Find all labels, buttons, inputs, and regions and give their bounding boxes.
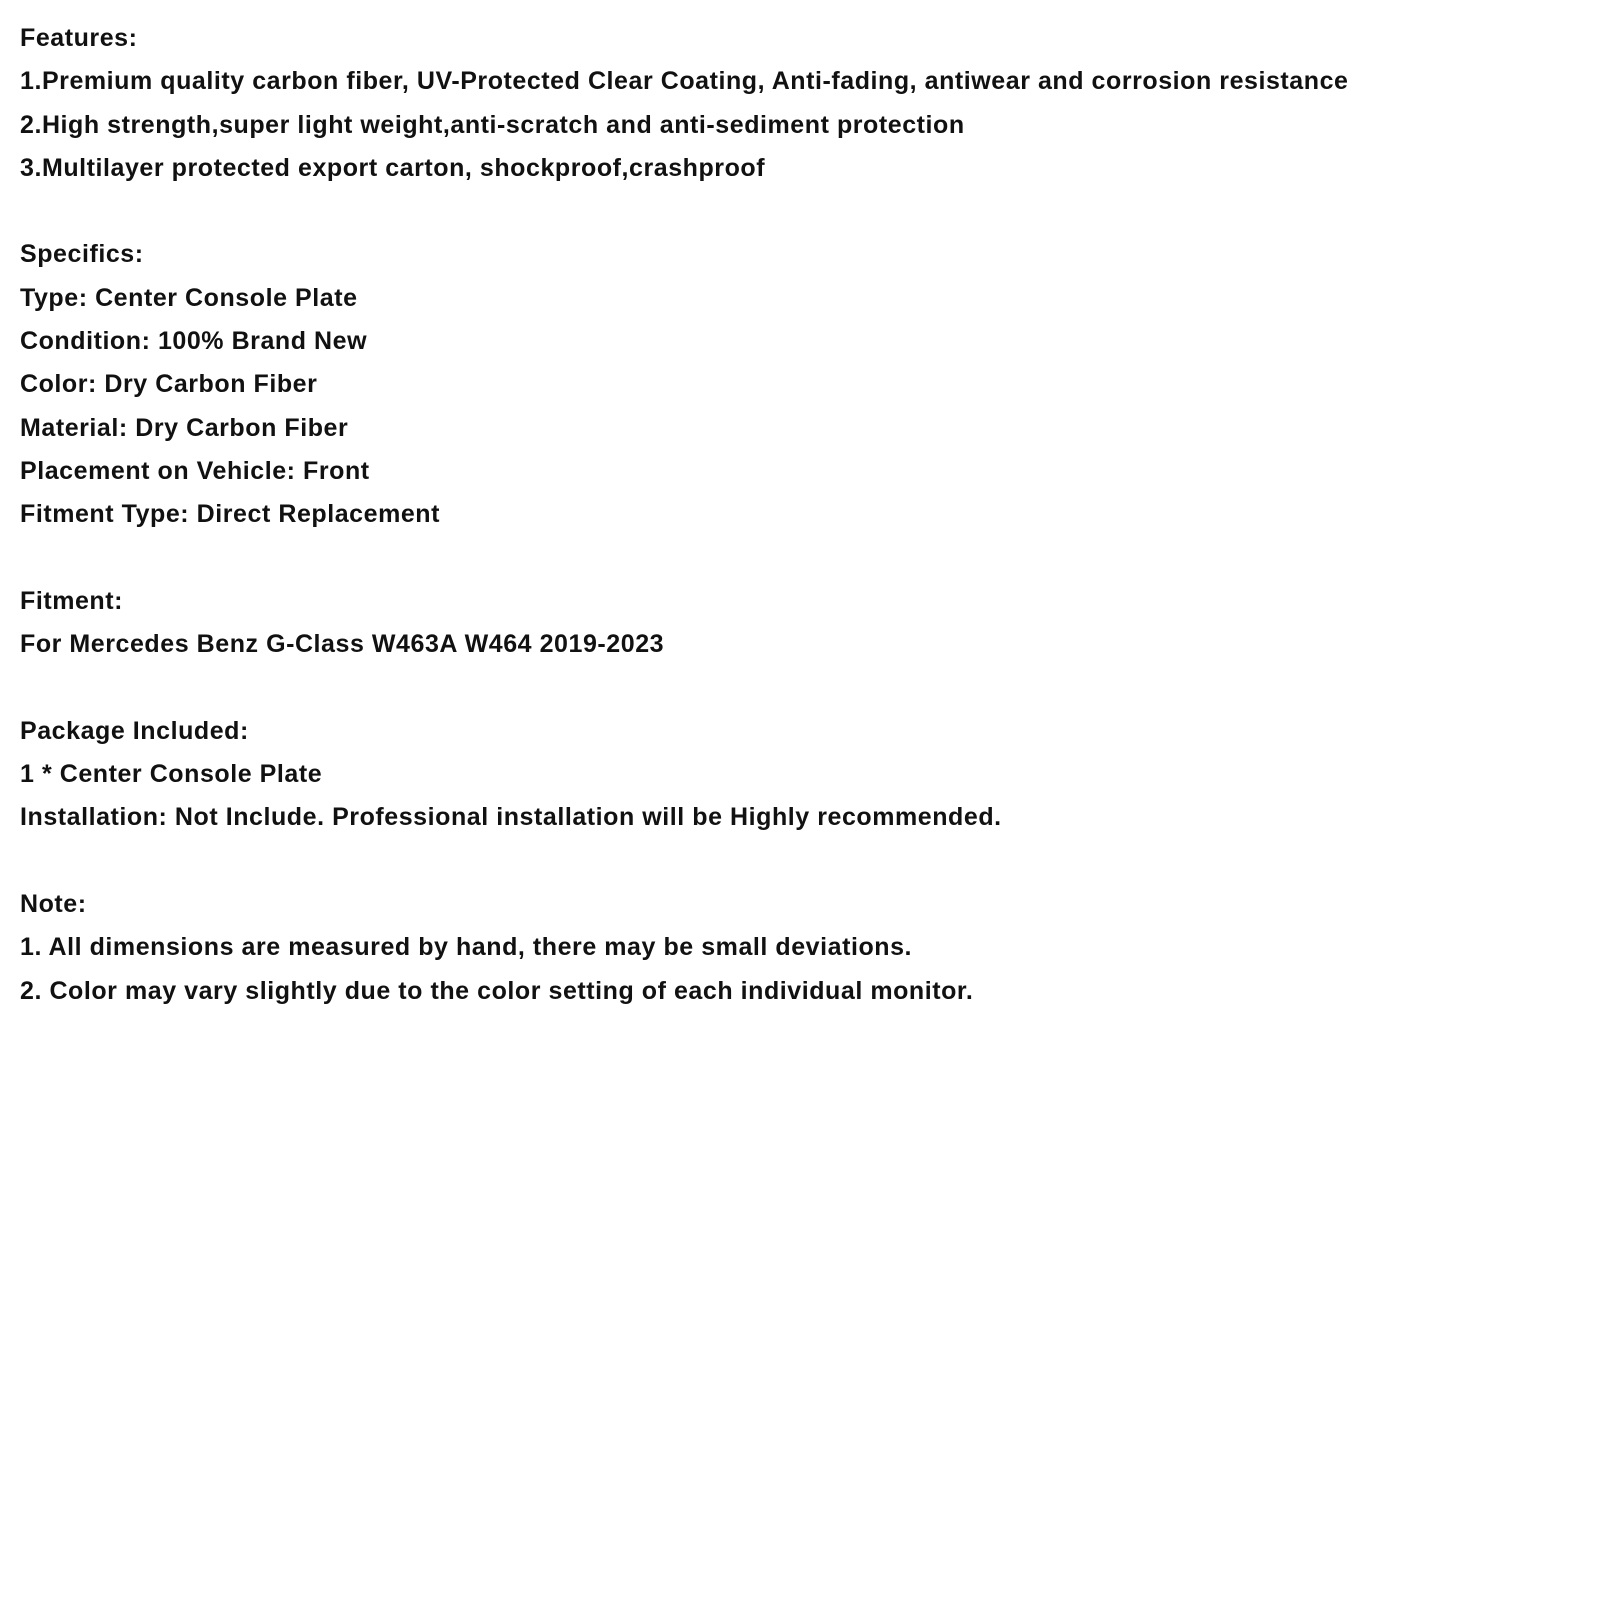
specifics-section [20,233,1580,536]
section-spacer [20,190,1580,233]
section-spacer [20,666,1580,709]
specifics-heading: Specifics: [20,240,144,269]
package-item: 1 * Center Console Plate [20,760,323,789]
fitment-section [20,580,1580,667]
feature-item: 1.Premium quality carbon fiber, UV-Protected Clear Coating, Anti-fading, antiwear and corrosion resistance [20,67,1349,96]
specific-material: Material: Dry Carbon Fiber [20,413,349,442]
package-section [20,710,1580,840]
package-heading: Package Included: [20,716,249,745]
fitment-item: For Mercedes Benz G-Class W463A W464 2019-2023 [20,630,665,659]
note-item: 1. All dimensions are measured by hand, there may be small deviations. [20,933,913,962]
features-section [20,17,1580,190]
note-heading: Note: [20,889,87,918]
specific-type: Type: Center Console Plate [20,283,358,312]
note-section [20,883,1580,1013]
note-item: 2. Color may vary slightly due to the color setting of each individual monitor. [20,976,974,1005]
specific-color: Color: Dry Carbon Fiber [20,370,318,399]
product-description [20,17,1580,1013]
feature-item: 2.High strength,super light weight,anti-scratch and anti-sediment protection [20,110,965,139]
section-spacer [20,537,1580,580]
specific-fitment-type: Fitment Type: Direct Replacement [20,500,441,529]
fitment-heading: Fitment: [20,586,123,615]
feature-item: 3.Multilayer protected export carton, shockproof,crashproof [20,153,766,182]
features-heading: Features: [20,24,138,52]
installation-note: Installation: Not Include. Professional installation will be Highly recommended. [20,803,1002,832]
section-spacer [20,840,1580,883]
specific-placement: Placement on Vehicle: Front [20,456,370,485]
specific-condition: Condition: 100% Brand New [20,327,368,356]
